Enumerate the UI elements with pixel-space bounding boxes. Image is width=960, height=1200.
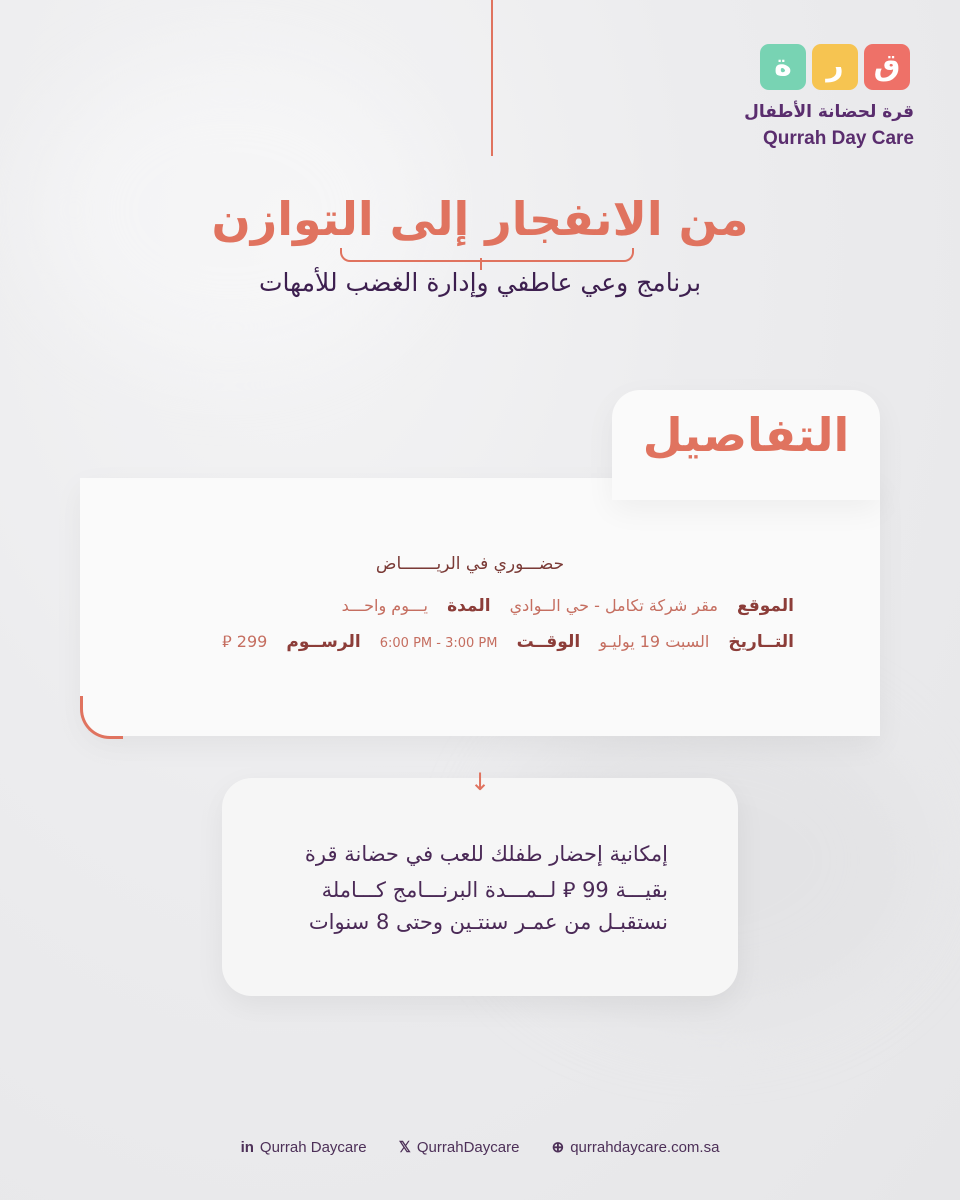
logo-english-name: Qurrah Day Care <box>762 128 914 149</box>
attendance-mode: حضـــوري في الريـــــــاض <box>375 554 565 574</box>
logo-tiles <box>760 44 920 92</box>
date-label: التــاريخ <box>728 632 794 652</box>
x-icon: 𝕏 <box>398 1139 411 1156</box>
linkedin-text: Qurrah Daycare <box>259 1139 367 1156</box>
arrow-down-icon: ↓ <box>469 768 491 796</box>
note-line-2: بقيـــة 99 ⃁ لــمـــدة البرنـــامج كـــاملة <box>321 878 668 902</box>
x-link[interactable] <box>399 1138 520 1156</box>
card-corner-accent <box>80 696 123 739</box>
note-line-3: نستقبـل من عمـر سنتـين وحتى 8 سنوات <box>308 910 668 934</box>
linkedin-link[interactable] <box>241 1139 367 1156</box>
duration-label: المدة <box>447 596 491 616</box>
website-link[interactable] <box>552 1138 720 1156</box>
page-subtitle: برنامج وعي عاطفي وإدارة الغضب للأمهات <box>258 268 702 297</box>
fees-label: الرســوم <box>286 632 361 652</box>
linkedin-icon: in <box>240 1139 254 1156</box>
location-value: مقر شركة تكامل - حي الــوادي <box>509 596 718 615</box>
logo-tile-green: ة <box>760 44 806 90</box>
page-title: من الانفجار إلى التوازن <box>211 192 749 246</box>
brand-logo <box>744 44 920 149</box>
date-value: السبت 19 يوليـو <box>599 632 710 651</box>
logo-tile-yellow: ر <box>812 44 858 90</box>
details-tab <box>612 390 880 500</box>
website-text: qurrahdaycare.com.sa <box>570 1139 720 1156</box>
globe-icon: ⊕ <box>551 1139 565 1156</box>
time-label: الوقــت <box>516 632 581 652</box>
note-line-1: إمكانية إحضار طفلك للعب في حضانة قرة <box>304 842 668 866</box>
location-label: الموقع <box>736 596 794 616</box>
logo-arabic-name: قرة لحضانة الأطفال <box>744 102 914 122</box>
x-text: QurrahDaycare <box>416 1139 520 1156</box>
fees-value: 299 ⃁ <box>222 632 268 651</box>
footer-social-links <box>0 1138 960 1156</box>
duration-value: يـــوم واحـــد <box>341 596 428 615</box>
logo-tile-red: ق <box>864 44 910 90</box>
top-divider-line <box>491 0 493 156</box>
details-row-date-time-fees <box>222 632 794 652</box>
time-value: 6:00 PM - 3:00 PM <box>379 636 498 651</box>
details-heading: التفاصيل <box>642 408 850 462</box>
title-underline-bracket <box>340 248 634 262</box>
details-row-location-duration <box>342 596 794 616</box>
